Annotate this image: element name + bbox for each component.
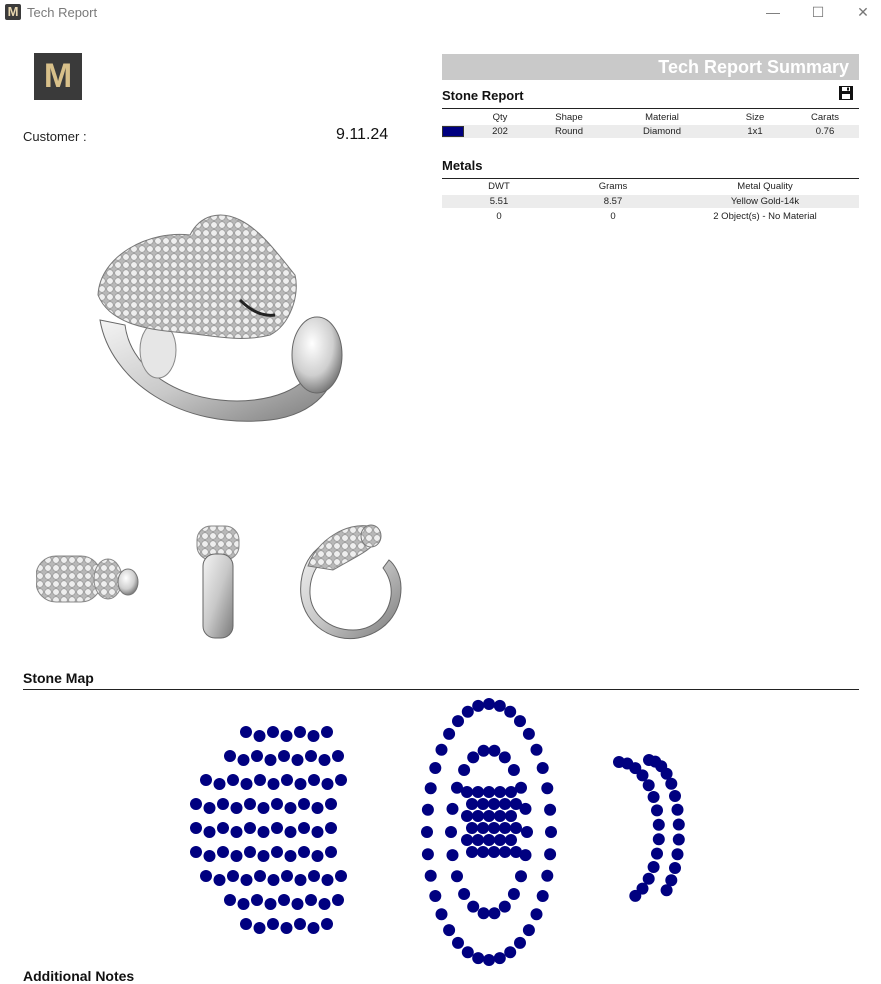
stone-dot bbox=[240, 726, 252, 738]
stone-dot bbox=[244, 822, 256, 834]
stone-dot bbox=[537, 890, 549, 902]
stone-dot bbox=[494, 952, 506, 964]
stone-dot bbox=[461, 810, 473, 822]
stone-dot bbox=[494, 810, 506, 822]
stone-dot bbox=[281, 922, 293, 934]
stone-dot bbox=[308, 774, 320, 786]
stone-dot bbox=[321, 918, 333, 930]
stone-shape: Round bbox=[555, 126, 583, 137]
stone-dot bbox=[281, 774, 293, 786]
stone-dot bbox=[204, 826, 216, 838]
stone-dot bbox=[240, 918, 252, 930]
stone-dot bbox=[305, 894, 317, 906]
stone-dot bbox=[505, 810, 517, 822]
stone-dot bbox=[241, 778, 253, 790]
stone-dot bbox=[510, 846, 522, 858]
stone-dot bbox=[308, 870, 320, 882]
stone-dot bbox=[462, 946, 474, 958]
ring-main-view bbox=[90, 205, 350, 435]
stone-dot bbox=[488, 798, 500, 810]
stone-dot bbox=[298, 822, 310, 834]
col-grams: Grams bbox=[598, 181, 628, 192]
title-bar bbox=[0, 0, 881, 26]
stone-dot bbox=[267, 726, 279, 738]
stone-dot bbox=[483, 834, 495, 846]
stone-dot bbox=[499, 901, 511, 913]
stone-dot bbox=[429, 762, 441, 774]
stone-dot bbox=[488, 822, 500, 834]
stone-dot bbox=[254, 870, 266, 882]
additional-notes-title: Additional Notes bbox=[23, 968, 135, 984]
stone-dot bbox=[190, 822, 202, 834]
stone-dot bbox=[462, 706, 474, 718]
stone-dot bbox=[421, 826, 433, 838]
col-material: Material bbox=[645, 112, 679, 123]
stone-dot bbox=[298, 846, 310, 858]
stone-dot bbox=[521, 826, 533, 838]
stone-material: Diamond bbox=[642, 126, 682, 137]
stone-dot bbox=[292, 754, 304, 766]
stone-dot bbox=[271, 798, 283, 810]
stone-dot bbox=[672, 848, 684, 860]
stone-dot bbox=[447, 803, 459, 815]
stone-dot bbox=[308, 730, 320, 742]
window-title: Tech Report bbox=[27, 5, 98, 20]
stone-dot bbox=[271, 846, 283, 858]
stone-size: 1x1 bbox=[747, 126, 763, 137]
ring-top-view bbox=[36, 548, 141, 610]
stone-dot bbox=[499, 822, 511, 834]
stone-dot bbox=[425, 782, 437, 794]
stone-dot bbox=[231, 802, 243, 814]
stone-dot bbox=[312, 826, 324, 838]
stone-dot bbox=[251, 750, 263, 762]
stone-dot bbox=[422, 848, 434, 860]
stone-carats: 0.76 bbox=[815, 126, 835, 137]
stone-dot bbox=[251, 894, 263, 906]
close-button[interactable]: ✕ bbox=[857, 4, 869, 20]
stone-dot bbox=[332, 750, 344, 762]
stone-dot bbox=[258, 850, 270, 862]
stone-dot bbox=[508, 888, 520, 900]
stone-dot bbox=[325, 846, 337, 858]
stone-dot bbox=[267, 918, 279, 930]
stone-dot bbox=[244, 846, 256, 858]
stone-dot bbox=[190, 846, 202, 858]
stone-dot bbox=[258, 802, 270, 814]
stone-dot bbox=[271, 822, 283, 834]
stone-dot bbox=[295, 874, 307, 886]
stone-dot bbox=[665, 778, 677, 790]
summary-header bbox=[442, 54, 859, 80]
stone-dot bbox=[200, 870, 212, 882]
metal-dwt: 5.51 bbox=[489, 196, 509, 207]
stone-dot bbox=[531, 908, 543, 920]
stone-dot bbox=[321, 726, 333, 738]
metal-grams: 8.57 bbox=[603, 196, 623, 207]
stone-report-title: Stone Report bbox=[442, 88, 524, 103]
col-carats: Carats bbox=[811, 112, 839, 123]
stone-dot bbox=[292, 898, 304, 910]
stone-dot bbox=[332, 894, 344, 906]
stone-dot bbox=[319, 754, 331, 766]
stone-dot bbox=[478, 907, 490, 919]
stone-report-header-row bbox=[442, 111, 859, 124]
stone-dot bbox=[472, 810, 484, 822]
stone-map-title: Stone Map bbox=[23, 670, 94, 686]
stone-dot bbox=[467, 901, 479, 913]
stone-dot bbox=[466, 822, 478, 834]
stone-dot bbox=[653, 819, 665, 831]
stone-dot bbox=[254, 730, 266, 742]
stone-dot bbox=[443, 728, 455, 740]
minimize-button[interactable]: — bbox=[766, 4, 780, 20]
stone-dot bbox=[499, 798, 511, 810]
metals-title: Metals bbox=[442, 158, 483, 173]
stone-dot bbox=[458, 764, 470, 776]
stone-dot bbox=[214, 874, 226, 886]
stone-dot bbox=[422, 804, 434, 816]
stone-dot bbox=[445, 826, 457, 838]
summary-title: Tech Report Summary bbox=[658, 57, 849, 77]
stone-dot bbox=[483, 810, 495, 822]
stone-dot bbox=[494, 834, 506, 846]
stone-dot bbox=[268, 778, 280, 790]
stone-dot bbox=[643, 779, 655, 791]
stone-map-divider bbox=[23, 689, 859, 690]
stone-dot bbox=[436, 908, 448, 920]
stone-dot bbox=[447, 849, 459, 861]
stone-dot bbox=[231, 850, 243, 862]
stone-dot bbox=[224, 894, 236, 906]
stone-dot bbox=[499, 846, 511, 858]
stone-dot bbox=[478, 745, 490, 757]
stone-dot bbox=[669, 862, 681, 874]
stone-dot bbox=[308, 922, 320, 934]
stone-dot bbox=[483, 698, 495, 710]
stone-dot bbox=[452, 937, 464, 949]
stone-dot bbox=[467, 751, 479, 763]
stone-report-divider bbox=[442, 108, 859, 109]
stone-dot bbox=[217, 798, 229, 810]
stone-dot bbox=[244, 798, 256, 810]
stone-dot bbox=[227, 774, 239, 786]
stone-dot bbox=[629, 890, 641, 902]
stone-dot bbox=[294, 726, 306, 738]
stone-dot bbox=[443, 924, 455, 936]
app-icon: M bbox=[5, 4, 21, 20]
stone-dot bbox=[673, 819, 685, 831]
stone-dot bbox=[429, 890, 441, 902]
stone-dot bbox=[285, 826, 297, 838]
stone-dot bbox=[483, 786, 495, 798]
stone-dot bbox=[217, 846, 229, 858]
stone-dot bbox=[648, 861, 660, 873]
stone-dot bbox=[477, 846, 489, 858]
ring-front-view bbox=[293, 518, 405, 643]
stone-dot bbox=[488, 846, 500, 858]
stone-dot bbox=[238, 754, 250, 766]
stone-dot bbox=[537, 762, 549, 774]
stone-dot bbox=[541, 782, 553, 794]
stone-qty: 202 bbox=[492, 126, 508, 137]
stone-row bbox=[442, 125, 859, 138]
stone-map-canvas bbox=[34, 692, 859, 979]
stone-dot bbox=[335, 870, 347, 882]
metal-quality: 2 Object(s) - No Material bbox=[713, 211, 817, 222]
stone-dot bbox=[190, 798, 202, 810]
stone-dot bbox=[472, 700, 484, 712]
stone-dot bbox=[268, 874, 280, 886]
stone-dot bbox=[200, 774, 212, 786]
stone-dot bbox=[217, 822, 229, 834]
stone-dot bbox=[477, 822, 489, 834]
stone-dot bbox=[461, 834, 473, 846]
stone-dot bbox=[653, 833, 665, 845]
metal-row bbox=[442, 195, 859, 208]
stone-dot bbox=[472, 952, 484, 964]
stone-dot bbox=[483, 954, 495, 966]
stone-dot bbox=[425, 870, 437, 882]
stone-dot bbox=[278, 894, 290, 906]
stone-dot bbox=[523, 728, 535, 740]
stone-dot bbox=[204, 802, 216, 814]
stone-dot bbox=[214, 778, 226, 790]
stone-dot bbox=[325, 798, 337, 810]
stone-dot bbox=[224, 750, 236, 762]
stone-dot bbox=[494, 700, 506, 712]
stone-dot bbox=[281, 730, 293, 742]
stone-dot bbox=[651, 848, 663, 860]
stone-dot bbox=[265, 898, 277, 910]
stone-dot bbox=[514, 937, 526, 949]
stone-dot bbox=[285, 850, 297, 862]
stone-dot bbox=[227, 870, 239, 882]
stone-dot bbox=[505, 834, 517, 846]
stone-dot bbox=[458, 888, 470, 900]
stone-dot bbox=[298, 798, 310, 810]
ring-side-view bbox=[193, 524, 243, 642]
stone-dot bbox=[305, 750, 317, 762]
stone-dot bbox=[312, 802, 324, 814]
customer-label: Customer : bbox=[23, 129, 87, 144]
stone-dot bbox=[231, 826, 243, 838]
stone-dot bbox=[436, 744, 448, 756]
metal-quality: Yellow Gold-14k bbox=[730, 196, 800, 207]
stone-dot bbox=[322, 874, 334, 886]
stone-dot bbox=[319, 898, 331, 910]
stone-color-swatch bbox=[442, 126, 464, 137]
stone-dot bbox=[312, 850, 324, 862]
report-date: 9.11.24 bbox=[336, 126, 389, 143]
stone-dot bbox=[544, 848, 556, 860]
stone-dot bbox=[265, 754, 277, 766]
stone-dot bbox=[461, 786, 473, 798]
stone-dot bbox=[472, 786, 484, 798]
stone-dot bbox=[505, 786, 517, 798]
stone-dot bbox=[322, 778, 334, 790]
stone-dot bbox=[254, 774, 266, 786]
stone-dot bbox=[669, 790, 681, 802]
save-icon[interactable] bbox=[838, 85, 854, 101]
brand-logo bbox=[34, 53, 82, 100]
stone-dot bbox=[472, 834, 484, 846]
stone-dot bbox=[254, 922, 266, 934]
col-qty: Qty bbox=[492, 112, 508, 123]
stone-dot bbox=[295, 778, 307, 790]
metal-row bbox=[442, 210, 859, 223]
stone-dot bbox=[523, 924, 535, 936]
col-dwt: DWT bbox=[488, 181, 510, 192]
col-size: Size bbox=[745, 112, 765, 123]
maximize-button[interactable]: ☐ bbox=[811, 4, 825, 20]
stone-dot bbox=[514, 715, 526, 727]
stone-dot bbox=[651, 804, 663, 816]
stone-dot bbox=[278, 750, 290, 762]
stone-dot bbox=[515, 870, 527, 882]
stone-dot bbox=[325, 822, 337, 834]
stone-dot bbox=[499, 751, 511, 763]
stone-dot bbox=[545, 826, 557, 838]
stone-dot bbox=[673, 834, 685, 846]
metals-header-row bbox=[442, 180, 859, 193]
stone-dot bbox=[204, 850, 216, 862]
metals-divider bbox=[442, 178, 859, 179]
col-metal-quality: Metal Quality bbox=[737, 181, 793, 192]
stone-dot bbox=[494, 786, 506, 798]
stone-dot bbox=[281, 870, 293, 882]
metal-dwt: 0 bbox=[496, 211, 502, 222]
stone-dot bbox=[510, 822, 522, 834]
stone-dot bbox=[241, 874, 253, 886]
stone-dot bbox=[504, 946, 516, 958]
logo-letter: M bbox=[43, 57, 73, 95]
stone-dot bbox=[285, 802, 297, 814]
stone-dot bbox=[488, 907, 500, 919]
stone-dot bbox=[672, 804, 684, 816]
stone-dot bbox=[466, 846, 478, 858]
stone-dot bbox=[258, 826, 270, 838]
stone-dot bbox=[504, 706, 516, 718]
col-shape: Shape bbox=[555, 112, 583, 123]
stone-dot bbox=[510, 798, 522, 810]
stone-dot bbox=[488, 745, 500, 757]
stone-dot bbox=[466, 798, 478, 810]
stone-dot bbox=[294, 918, 306, 930]
stone-dot bbox=[335, 774, 347, 786]
stone-dot bbox=[541, 870, 553, 882]
stone-dot bbox=[452, 715, 464, 727]
stone-dot bbox=[477, 798, 489, 810]
stone-dot bbox=[531, 744, 543, 756]
stone-dot bbox=[451, 870, 463, 882]
metal-grams: 0 bbox=[610, 211, 616, 222]
stone-dot bbox=[238, 898, 250, 910]
stone-dot bbox=[508, 764, 520, 776]
stone-dot bbox=[661, 884, 673, 896]
stone-dot bbox=[648, 791, 660, 803]
stone-dot bbox=[544, 804, 556, 816]
